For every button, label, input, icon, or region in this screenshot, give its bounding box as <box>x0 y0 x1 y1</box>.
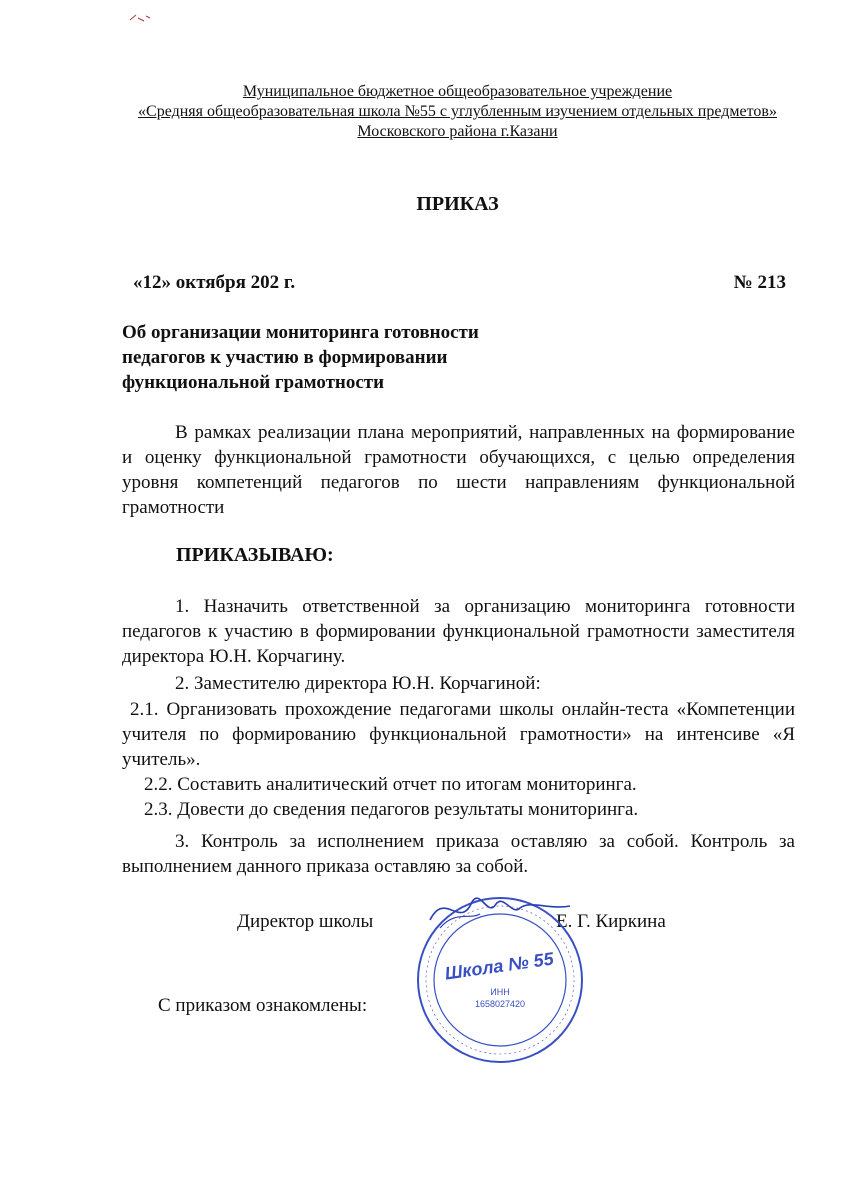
header-line-1: Муниципальное бюджетное общеобразовательное учреждение <box>242 83 673 100</box>
signatory-name: Е. Г. Киркина <box>556 911 666 932</box>
header-line-3: Московского района г.Казани <box>357 123 558 140</box>
scan-artifact-icon <box>128 12 158 26</box>
subject-line-2: педагогов к участию в формировании <box>122 347 448 368</box>
stamp-name: Школа № 55 <box>443 948 555 984</box>
document-title: ПРИКАЗ <box>416 193 499 215</box>
order-item-1: 1. Назначить ответственной за организацию мониторинга готовности педагогов к участию в формировании функциональной грамотности заместителя директора Ю.Н. Корчагину. <box>122 596 795 667</box>
order-item-2-3: 2.3. Довести до сведения педагогов результаты мониторинга. <box>144 799 639 820</box>
order-subject <box>122 320 572 395</box>
header-line-2: «Средняя общеобразовательная школа №55 с углубленным изучением отдельных предметов» <box>138 103 777 120</box>
subject-line-1: Об организации мониторинга готовности <box>122 322 479 343</box>
school-stamp <box>400 880 600 1080</box>
order-heading: ПРИКАЗЫВАЮ: <box>176 544 334 566</box>
signature-scribble-icon <box>430 898 570 920</box>
order-number: № 213 <box>733 272 786 293</box>
signatory-title: Директор школы <box>237 911 374 932</box>
subject-line-3: функциональной грамотности <box>122 372 385 393</box>
acknowledgement-label: С приказом ознакомлены: <box>158 995 368 1016</box>
stamp-inn-value: 1658027420 <box>474 999 526 1009</box>
order-item-2-2: 2.2. Составить аналитический отчет по итогам мониторинга. <box>144 774 637 795</box>
order-date: «12» октября 202 г. <box>133 272 296 293</box>
order-item-2: 2. Заместителю директора Ю.Н. Корчагиной: <box>175 673 541 694</box>
order-item-3: 3. Контроль за исполнением приказа оставляю за собой. Контроль за выполнением данного приказа оставляю за собой. <box>122 831 795 877</box>
order-item-2-1: 2.1. Организовать прохождение педагогами школы онлайн-теста «Компетенции учителя по формированию функциональной грамотности» на интенсиве «Я учитель». <box>122 699 795 770</box>
stamp-inn-label: ИНН <box>490 987 510 997</box>
institution-header <box>100 82 815 142</box>
intro-paragraph: В рамках реализации плана мероприятий, направленных на формирование и оценку функциональной грамотности обучающихся, с целью определения уровня компетенций педагогов по шести направлениям функциональной грамотности <box>122 422 795 518</box>
